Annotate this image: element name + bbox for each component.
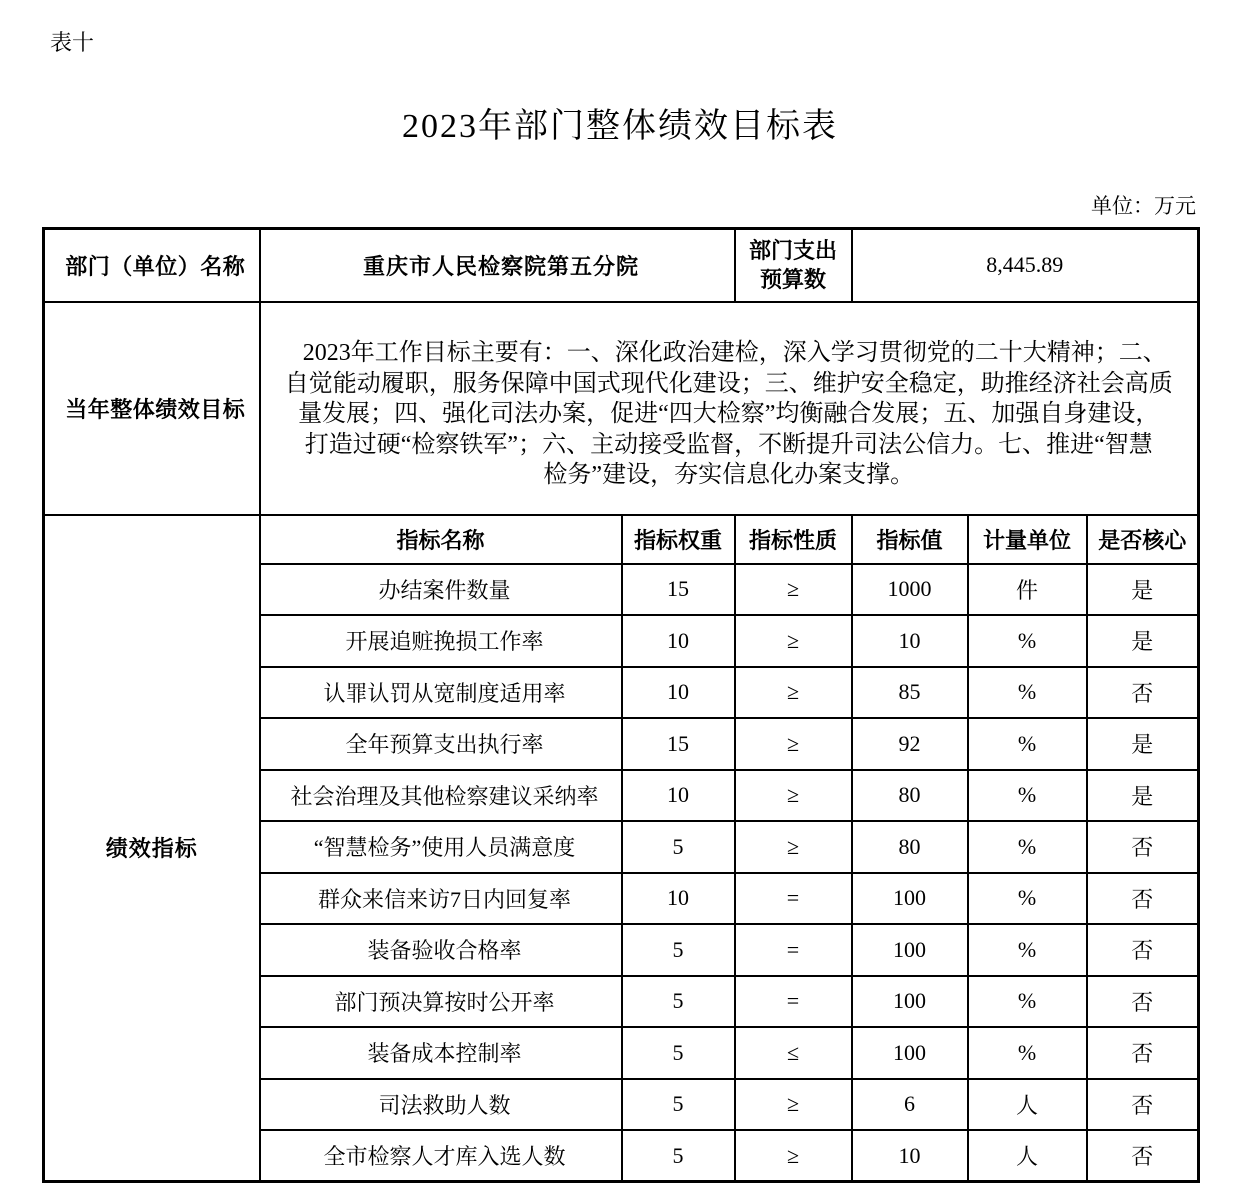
- indicator-value: 85: [852, 667, 968, 719]
- indicator-core: 是: [1087, 564, 1199, 616]
- indicator-nature: =: [735, 924, 852, 976]
- indicator-nature: =: [735, 976, 852, 1028]
- indicator-name: “智慧检务”使用人员满意度: [260, 821, 622, 873]
- unit-note: 单位：万元: [1091, 194, 1196, 218]
- indicator-value: 10: [852, 615, 968, 667]
- indicator-weight: 5: [622, 821, 735, 873]
- indicator-nature: ≥: [735, 615, 852, 667]
- indicator-nature: ≥: [735, 1130, 852, 1182]
- indicator-name: 开展追赃挽损工作率: [260, 615, 622, 667]
- indicator-nature: ≥: [735, 667, 852, 719]
- table-row: [44, 302, 1199, 515]
- indicator-name: 全市检察人才库入选人数: [260, 1130, 622, 1182]
- indicator-value: 6: [852, 1079, 968, 1131]
- indicator-value: 1000: [852, 564, 968, 616]
- indicator-nature: ≥: [735, 564, 852, 616]
- indicator-name: 装备验收合格率: [260, 924, 622, 976]
- col-header-weight: 指标权重: [622, 515, 735, 564]
- goal-text-line: 自觉能动履职，服务保障中国式现代化建设；三、维护安全稳定，助推经济社会高质: [284, 370, 1173, 397]
- page-title: 2023年部门整体绩效目标表: [402, 108, 838, 145]
- indicator-weight: 10: [622, 667, 735, 719]
- dept-label-cell: 部门（单位）名称: [44, 229, 260, 302]
- goal-text-line: 2023年工作目标主要有：一、深化政治建检，深入学习贯彻党的二十大精神；二、: [302, 340, 1167, 367]
- indicator-name: 认罪认罚从宽制度适用率: [260, 667, 622, 719]
- indicator-unit: %: [968, 718, 1087, 770]
- table-header-row: [44, 515, 1199, 564]
- col-header-unit: 计量单位: [968, 515, 1087, 564]
- dept-name-cell: 重庆市人民检察院第五分院: [260, 229, 735, 302]
- indicator-value: 100: [852, 976, 968, 1028]
- indicator-value: 100: [852, 873, 968, 925]
- indicator-unit: 人: [968, 1079, 1087, 1131]
- indicator-weight: 10: [622, 873, 735, 925]
- indicator-name: 群众来信来访7日内回复率: [260, 873, 622, 925]
- col-header-value: 指标值: [852, 515, 968, 564]
- goal-text-line: 打造过硬“检察铁军”；六、主动接受监督，不断提升司法公信力。七、推进“智慧: [304, 431, 1153, 458]
- indicator-weight: 5: [622, 1027, 735, 1079]
- goal-label-cell: 当年整体绩效目标: [44, 302, 260, 515]
- goal-text-line: 量发展；四、强化司法办案，促进“四大检察”均衡融合发展；五、加强自身建设，: [298, 401, 1160, 428]
- indicator-core: 是: [1087, 718, 1199, 770]
- indicator-name: 部门预决算按时公开率: [260, 976, 622, 1028]
- budget-label-cell: 部门支出预算数: [735, 229, 852, 302]
- indicator-name: 办结案件数量: [260, 564, 622, 616]
- indicator-name: 社会治理及其他检察建议采纳率: [260, 770, 622, 822]
- indicator-nature: =: [735, 873, 852, 925]
- indicator-weight: 10: [622, 615, 735, 667]
- indicator-weight: 15: [622, 564, 735, 616]
- indicator-weight: 15: [622, 718, 735, 770]
- indicator-weight: 5: [622, 1079, 735, 1131]
- indicator-nature: ≥: [735, 718, 852, 770]
- indicator-core: 否: [1087, 1130, 1199, 1182]
- indicator-value: 10: [852, 1130, 968, 1182]
- indicator-core: 是: [1087, 770, 1199, 822]
- indicator-name: 全年预算支出执行率: [260, 718, 622, 770]
- indicator-unit: %: [968, 770, 1087, 822]
- indicator-value: 80: [852, 821, 968, 873]
- indicator-value: 100: [852, 924, 968, 976]
- indicator-core: 否: [1087, 1079, 1199, 1131]
- indicator-nature: ≥: [735, 1079, 852, 1131]
- indicator-weight: 5: [622, 976, 735, 1028]
- indicator-name: 司法救助人数: [260, 1079, 622, 1131]
- indicator-name: 装备成本控制率: [260, 1027, 622, 1079]
- indicator-nature: ≤: [735, 1027, 852, 1079]
- indicator-core: 否: [1087, 976, 1199, 1028]
- indicator-unit: %: [968, 615, 1087, 667]
- indicator-unit: 人: [968, 1130, 1087, 1182]
- indicator-unit: %: [968, 1027, 1087, 1079]
- indicator-nature: ≥: [735, 821, 852, 873]
- indicator-value: 92: [852, 718, 968, 770]
- indicator-value: 100: [852, 1027, 968, 1079]
- table-number-label: 表十: [50, 30, 95, 55]
- col-header-nature: 指标性质: [735, 515, 852, 564]
- budget-value-cell: 8,445.89: [852, 229, 1199, 302]
- indicator-core: 否: [1087, 667, 1199, 719]
- indicator-nature: ≥: [735, 770, 852, 822]
- indicator-core: 是: [1087, 615, 1199, 667]
- col-header-name: 指标名称: [260, 515, 622, 564]
- goal-text-cell: [260, 302, 1199, 515]
- col-header-core: 是否核心: [1087, 515, 1199, 564]
- indicator-core: 否: [1087, 873, 1199, 925]
- indicator-unit: %: [968, 821, 1087, 873]
- indicator-unit: %: [968, 667, 1087, 719]
- indicator-weight: 5: [622, 924, 735, 976]
- goal-text-line: 检务”建设，夯实信息化办案支撑。: [543, 462, 915, 489]
- indicator-unit: %: [968, 924, 1087, 976]
- indicator-weight: 10: [622, 770, 735, 822]
- indicator-core: 否: [1087, 821, 1199, 873]
- indicator-unit: 件: [968, 564, 1087, 616]
- indicator-unit: %: [968, 976, 1087, 1028]
- indicator-core: 否: [1087, 924, 1199, 976]
- section-label-cell: 绩效指标: [44, 515, 260, 1182]
- table-row: [44, 229, 1199, 302]
- indicator-value: 80: [852, 770, 968, 822]
- indicator-core: 否: [1087, 1027, 1199, 1079]
- performance-target-table: [42, 227, 1200, 1183]
- indicator-weight: 5: [622, 1130, 735, 1182]
- indicator-unit: %: [968, 873, 1087, 925]
